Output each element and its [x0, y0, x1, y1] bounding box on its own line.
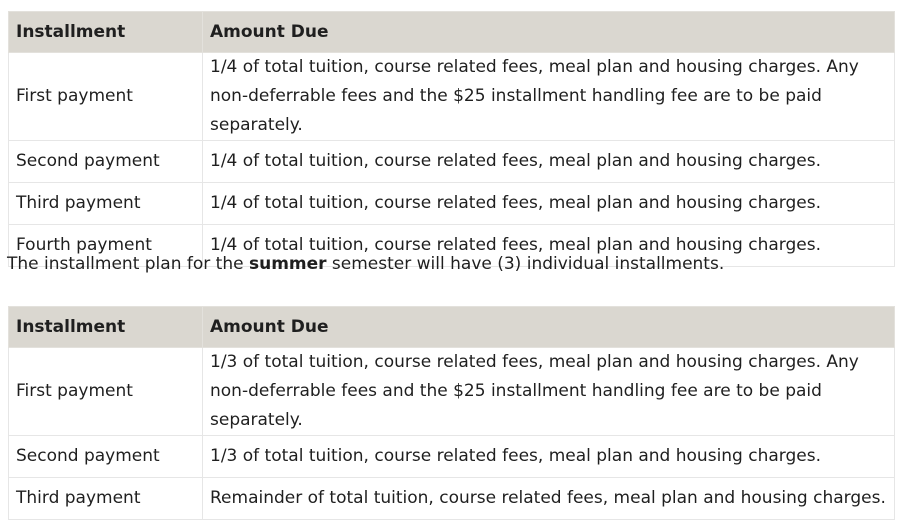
installment-cell: First payment — [9, 53, 203, 141]
header-installment: Installment — [9, 12, 203, 53]
summer-plan-note — [7, 252, 724, 276]
installment-cell: First payment — [9, 348, 203, 436]
amount-due-cell: 1/4 of total tuition, course related fees, meal plan and housing charges. Any non-deferrable fees and the $25 installment handling fee are to be paid separately. — [203, 53, 895, 141]
table-row — [9, 348, 895, 436]
table-row — [9, 436, 895, 478]
installment-cell: Fourth payment — [9, 225, 203, 267]
table-row — [9, 478, 895, 520]
amount-due-cell: 1/3 of total tuition, course related fees, meal plan and housing charges. Any non-deferrable fees and the $25 installment handling fee are to be paid separately. — [203, 348, 895, 436]
note-text-before: The installment plan for the — [7, 254, 249, 274]
installment-cell: Second payment — [9, 141, 203, 183]
header-amount-due: Amount Due — [203, 12, 895, 53]
note-emphasis: summer — [248, 254, 327, 274]
note-text-after: semester will have (3) individual installments. — [326, 254, 725, 274]
table-row — [9, 183, 895, 225]
installment-table-three-payments — [8, 306, 895, 520]
table-row — [9, 53, 895, 141]
table-header-row — [9, 12, 895, 53]
installment-cell: Second payment — [9, 436, 203, 478]
amount-due-cell: 1/4 of total tuition, course related fees, meal plan and housing charges. — [203, 225, 895, 267]
amount-due-cell: 1/4 of total tuition, course related fees, meal plan and housing charges. — [203, 141, 895, 183]
table-row — [9, 141, 895, 183]
installment-cell: Third payment — [9, 183, 203, 225]
amount-due-cell: 1/3 of total tuition, course related fees, meal plan and housing charges. — [203, 436, 895, 478]
header-installment: Installment — [9, 307, 203, 348]
amount-due-cell: Remainder of total tuition, course related fees, meal plan and housing charges. — [203, 478, 895, 520]
table-header-row — [9, 307, 895, 348]
amount-due-cell: 1/4 of total tuition, course related fees, meal plan and housing charges. — [203, 183, 895, 225]
header-amount-due: Amount Due — [203, 307, 895, 348]
installment-cell: Third payment — [9, 478, 203, 520]
installment-table-four-payments — [8, 11, 895, 267]
